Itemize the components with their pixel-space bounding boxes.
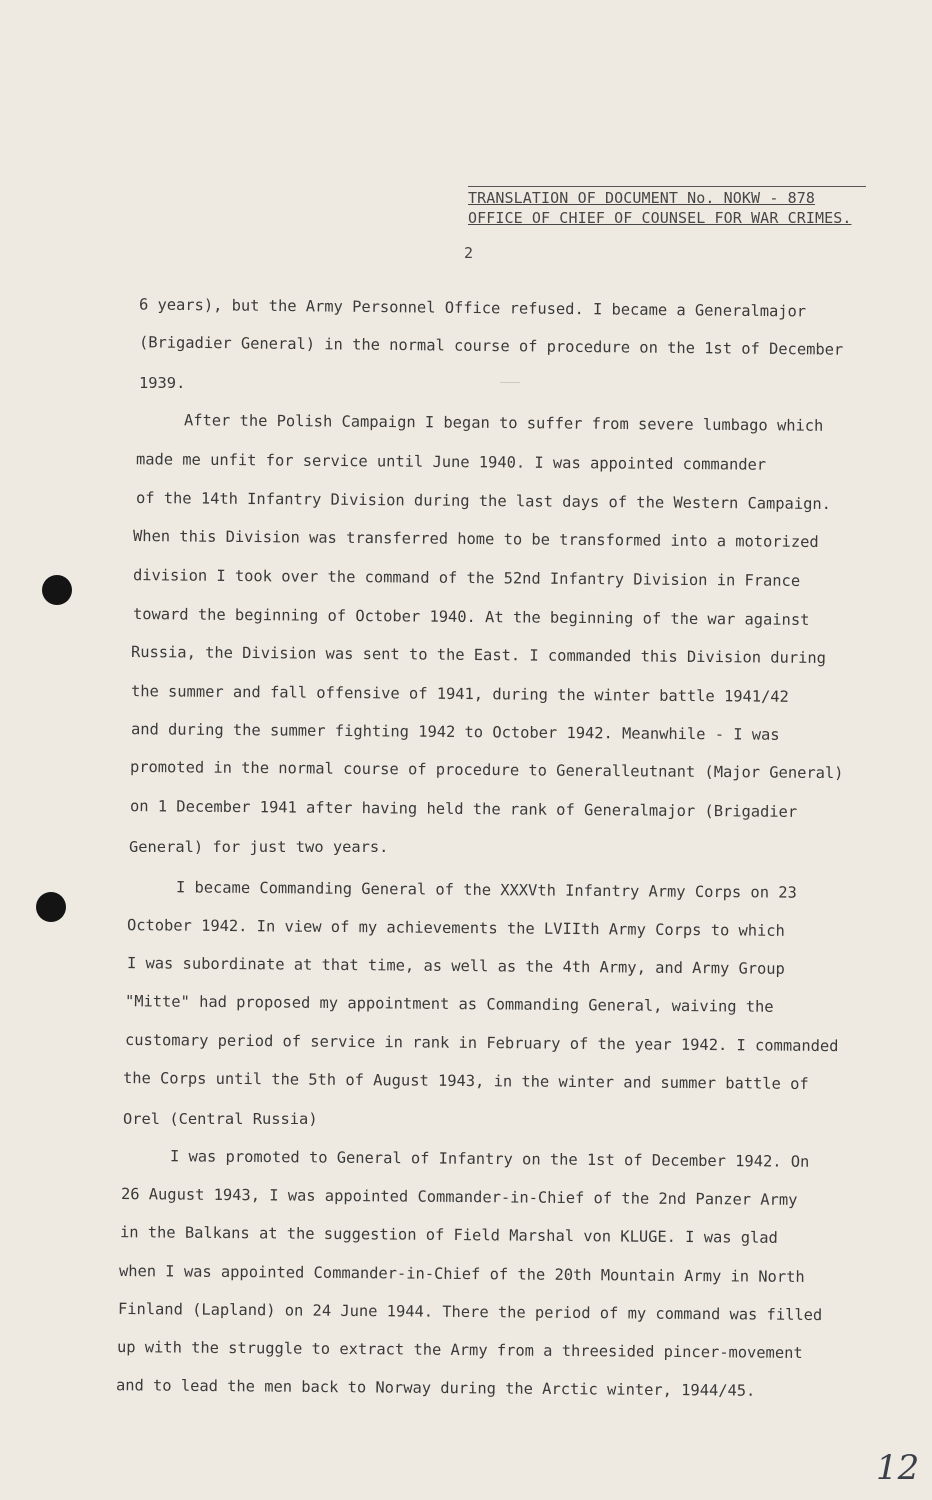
text-line: made me unfit for service until June 1940. I was appointed commander [135, 450, 767, 474]
text-line: Finland (Lapland) on 24 June 1944. There the period of my command was filled [117, 1299, 823, 1325]
text-line: and to lead the men back to Norway during the Arctic winter, 1944/45. [115, 1376, 756, 1400]
text-line: General) for just two years. [129, 838, 389, 856]
text-line: 6 years), but the Army Personnel Office refused. I became a Generalmajor [138, 295, 807, 321]
text-line: "Mitte" had proposed my appointment as Commanding General, waiving the [124, 992, 774, 1016]
header-office-line: OFFICE OF CHIEF OF COUNSEL FOR WAR CRIMES. [468, 209, 852, 227]
text-line: of the 14th Infantry Division during the last days of the Western Campaign. [135, 488, 832, 514]
text-line: on 1 December 1941 after having held the rank of Generalmajor (Brigadier [129, 797, 798, 821]
text-line: I was subordinate at that time, as well as the 4th Army, and Army Group [126, 954, 785, 978]
text-line: October 1942. In view of my achievements the LVIIth Army Corps to which [126, 916, 785, 940]
text-line: and during the summer fighting 1942 to October 1942. Meanwhile - I was [130, 720, 780, 744]
page-number: 2 [464, 244, 474, 262]
text-line: the Corps until the 5th of August 1943, in the winter and summer battle of [122, 1069, 809, 1093]
text-line: in the Balkans at the suggestion of Field Marshal von KLUGE. I was glad [119, 1223, 778, 1247]
text-line: I was promoted to General of Infantry on the 1st of December 1942. On [169, 1147, 810, 1171]
text-line: After the Polish Campaign I began to suffer from severe lumbago which [183, 411, 824, 435]
header-rule [468, 186, 866, 187]
text-line: Russia, the Division was sent to the East. I commanded this Division during [130, 642, 827, 668]
paper-smudge [500, 382, 520, 383]
text-line: When this Division was transferred home to be transformed into a motorized [132, 527, 819, 551]
text-line: division I took over the command of the 52nd Infantry Division in France [132, 566, 801, 590]
text-line: promoted in the normal course of procedure to Generalleutnant (Major General) [129, 757, 844, 783]
text-line: I became Commanding General of the XXXVth Infantry Army Corps on 23 [175, 878, 797, 902]
text-line: 26 August 1943, I was appointed Commander-in-Chief of the 2nd Panzer Army [120, 1185, 798, 1209]
punch-hole [36, 892, 66, 922]
handwritten-page-mark: 12 [876, 1448, 920, 1488]
text-line: (Brigadier General) in the normal course of procedure on the 1st of December [138, 333, 844, 359]
text-line: toward the beginning of October 1940. At the beginning of the war against [132, 605, 810, 629]
punch-hole [42, 575, 72, 605]
text-line: up with the struggle to extract the Army from a threesided pincer-movement [116, 1338, 803, 1362]
text-line: the summer and fall offensive of 1941, during the winter battle 1941/42 [130, 682, 789, 706]
text-line: customary period of service in rank in February of the year 1942. I commanded [124, 1030, 839, 1056]
text-line: Orel (Central Russia) [123, 1110, 318, 1128]
text-line: when I was appointed Commander-in-Chief of the 20th Mountain Army in North [118, 1262, 805, 1286]
header-translation-line: TRANSLATION OF DOCUMENT No. NOKW - 878 [468, 189, 815, 207]
text-line: 1939. [139, 374, 186, 392]
